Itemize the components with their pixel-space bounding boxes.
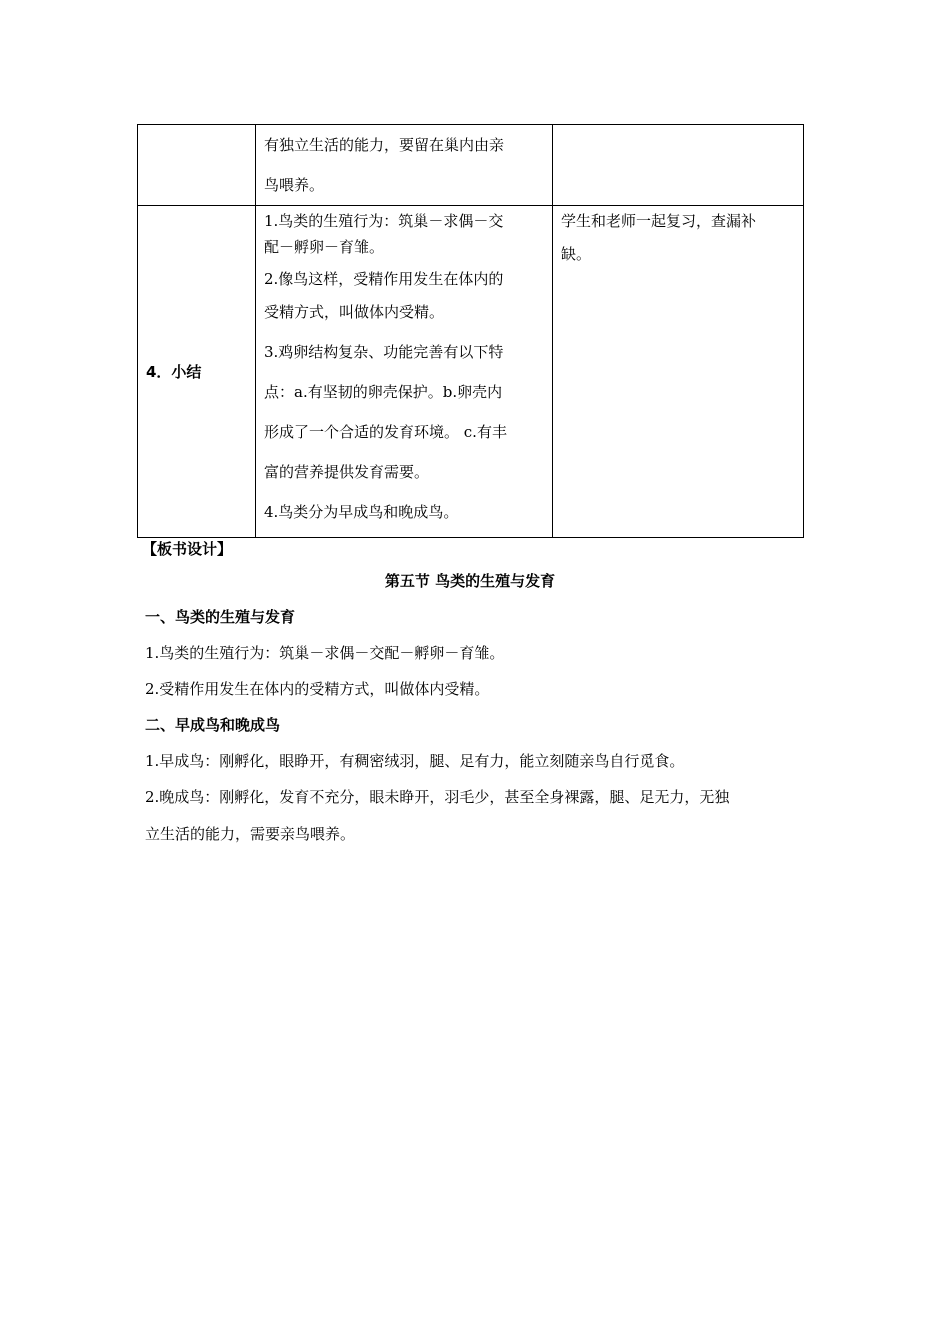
row1-stage-cell (138, 125, 256, 206)
board-design (137, 538, 803, 854)
row2-content-cell (256, 206, 553, 538)
activity-line: 缺。 (561, 245, 592, 263)
lesson-table (137, 124, 804, 538)
list-item: 1.早成鸟：刚孵化，眼睁开，有稠密绒羽，腿、足有力，能立刻随亲鸟自行觅食。 (145, 752, 685, 770)
row1-activity-cell (553, 125, 804, 206)
summary-line: 点：a.有坚韧的卵壳保护。b.卵壳内 (264, 383, 503, 401)
list-item: 立生活的能力，需要亲鸟喂养。 (145, 825, 356, 843)
list-item: 1.鸟类的生殖行为：筑巢－求偶－交配－孵卵－育雏。 (145, 644, 505, 662)
row1-content-line: 鸟喂养。 (264, 176, 325, 194)
summary-line: 3.鸡卵结构复杂、功能完善有以下特 (264, 343, 504, 361)
activity-line: 学生和老师一起复习，查漏补 (561, 212, 757, 230)
list-item: 2.受精作用发生在体内的受精方式，叫做体内受精。 (145, 680, 490, 698)
summary-line: 4.鸟类分为早成鸟和晚成鸟。 (264, 503, 459, 521)
board-title: 第五节 鸟类的生殖与发育 (384, 572, 556, 590)
row2-activity-cell (553, 206, 804, 538)
summary-line: 1.鸟类的生殖行为：筑巢－求偶－交 (264, 212, 504, 230)
summary-line: 配－孵卵－育雏。 (264, 238, 385, 256)
section-title: 一、鸟类的生殖与发育 (145, 608, 296, 626)
row1-content-cell (256, 125, 553, 206)
table-row (138, 125, 804, 206)
row2-stage-cell: 4．小结 (138, 206, 256, 538)
summary-line: 形成了一个合适的发育环境。 c.有丰 (264, 423, 507, 441)
board-heading: 【板书设计】 (142, 540, 233, 558)
summary-line: 富的营养提供发育需要。 (264, 463, 430, 481)
summary-line: 受精方式，叫做体内受精。 (264, 303, 445, 321)
table-row (138, 206, 804, 538)
summary-line: 2.像鸟这样，受精作用发生在体内的 (264, 270, 504, 288)
list-item: 2.晚成鸟：刚孵化，发育不充分，眼未睁开，羽毛少，甚至全身裸露，腿、足无力，无独 (145, 788, 730, 806)
row1-content-line: 有独立生活的能力，要留在巢内由亲 (264, 136, 505, 154)
section-title: 二、早成鸟和晚成鸟 (145, 716, 281, 734)
